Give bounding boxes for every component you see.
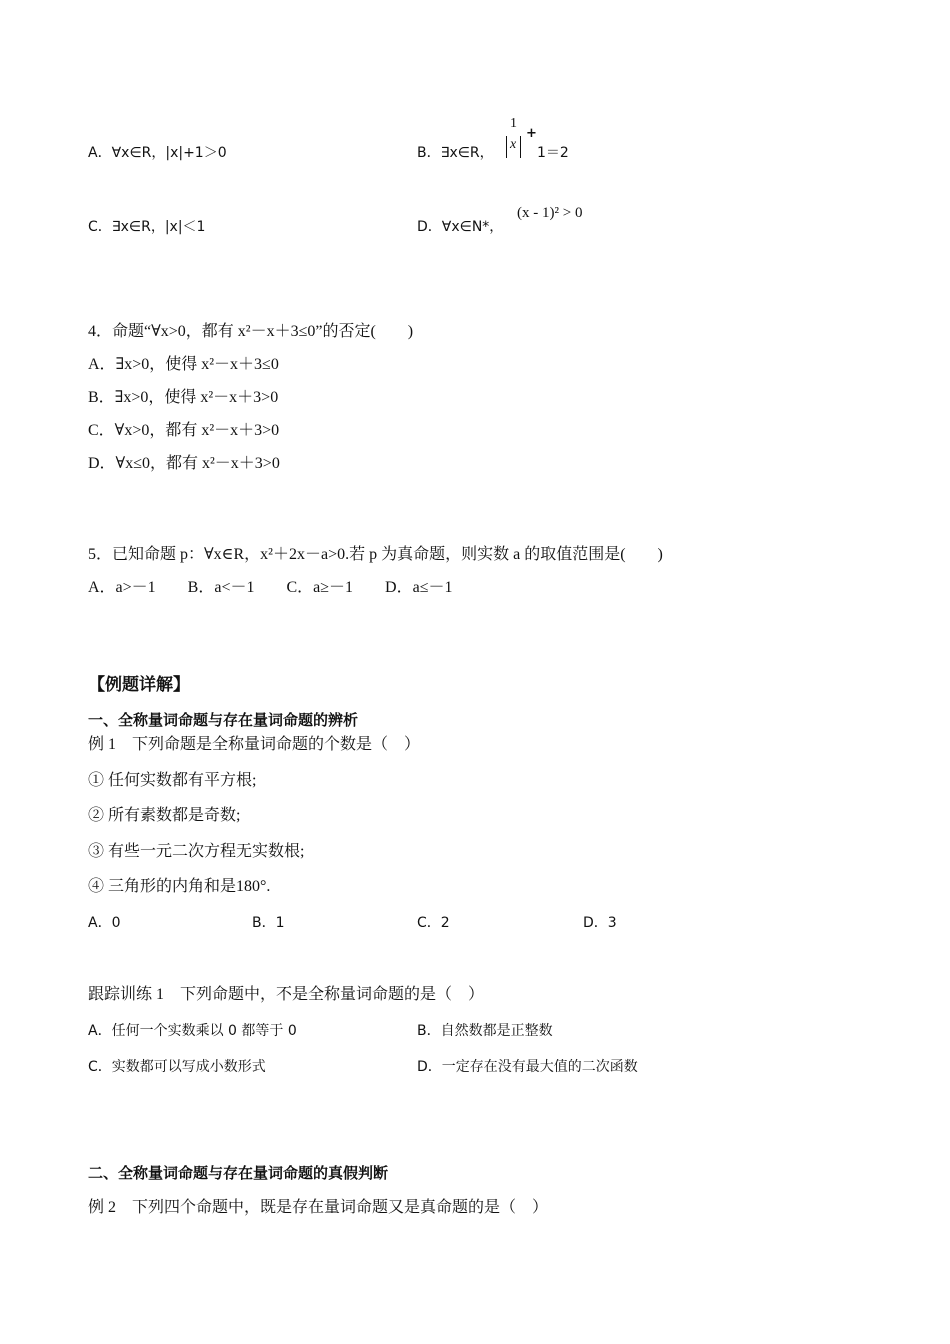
example1-option-b: B．1 [252,915,285,931]
q4-option-c: C．∀x>0，都有 x²－x＋3>0 [88,422,280,439]
example1-stem: 例 1 下列命题是全称量词命题的个数是（ ） [88,736,421,753]
practice1-option-a: A．任何一个实数乘以 0 都等于 0 [88,1023,297,1039]
practice1-option-b: B．自然数都是正整数 [417,1023,553,1039]
abs-bar-right [520,136,521,158]
q3-option-d-expression: (x - 1)² > 0 [517,205,583,221]
abs-bar-left [506,136,507,158]
example2-stem: 例 2 下列四个命题中，既是存在量词命题又是真命题的是（ ） [88,1199,549,1216]
fraction-numerator: 1 [510,116,517,131]
q5-stem: 5．已知命题 p：∀x∈R，x²＋2x－a>0.若 p 为真命题，则实数 a 的取值范围是( ) [88,546,663,563]
q3-option-d-prefix: D．∀x∈N*， [417,219,504,235]
fraction-denominator: x [510,137,517,152]
q3-option-c: C．∃x∈R，|x|＜1 [88,219,206,235]
example1-option-a: A．0 [88,915,121,931]
q3-option-a: A．∀x∈R，|x|+1＞0 [88,145,227,161]
practice1-option-d: D．一定存在没有最大值的二次函数 [417,1059,638,1075]
q4-stem: 4．命题“∀x>0，都有 x²－x＋3≤0”的否定( ) [88,323,414,340]
practice1-stem: 跟踪训练 1 下列命题中，不是全称量词命题的是（ ） [88,986,485,1003]
example1-item-1: ① 任何实数都有平方根; [88,772,257,789]
example1-option-c: C．2 [417,915,450,931]
section2-title: 二、全称量词命题与存在量词命题的真假判断 [88,1164,389,1182]
q4-option-a: A．∃x>0，使得 x²－x＋3≤0 [88,356,279,373]
practice1-option-c: C．实数都可以写成小数形式 [88,1059,266,1075]
q5-options: A．a>－1 B．a<－1 C．a≥－1 D．a≤－1 [88,579,453,596]
example1-item-4: ④ 三角形的内角和是180°. [88,878,271,895]
plus-sign: + [526,126,537,141]
section1-title: 一、全称量词命题与存在量词命题的辨析 [88,711,359,729]
example1-option-d: D．3 [583,915,617,931]
examples-heading: 【例题详解】 [88,675,190,695]
q4-option-b: B．∃x>0，使得 x²－x＋3>0 [88,389,279,406]
example1-item-2: ② 所有素数都是奇数; [88,807,241,824]
q3-option-b-prefix: B．∃x∈R， [417,145,494,161]
q4-option-d: D．∀x≤0，都有 x²－x＋3>0 [88,455,280,472]
q3-option-b-suffix: 1＝2 [537,145,569,161]
example1-item-3: ③ 有些一元二次方程无实数根; [88,843,305,860]
